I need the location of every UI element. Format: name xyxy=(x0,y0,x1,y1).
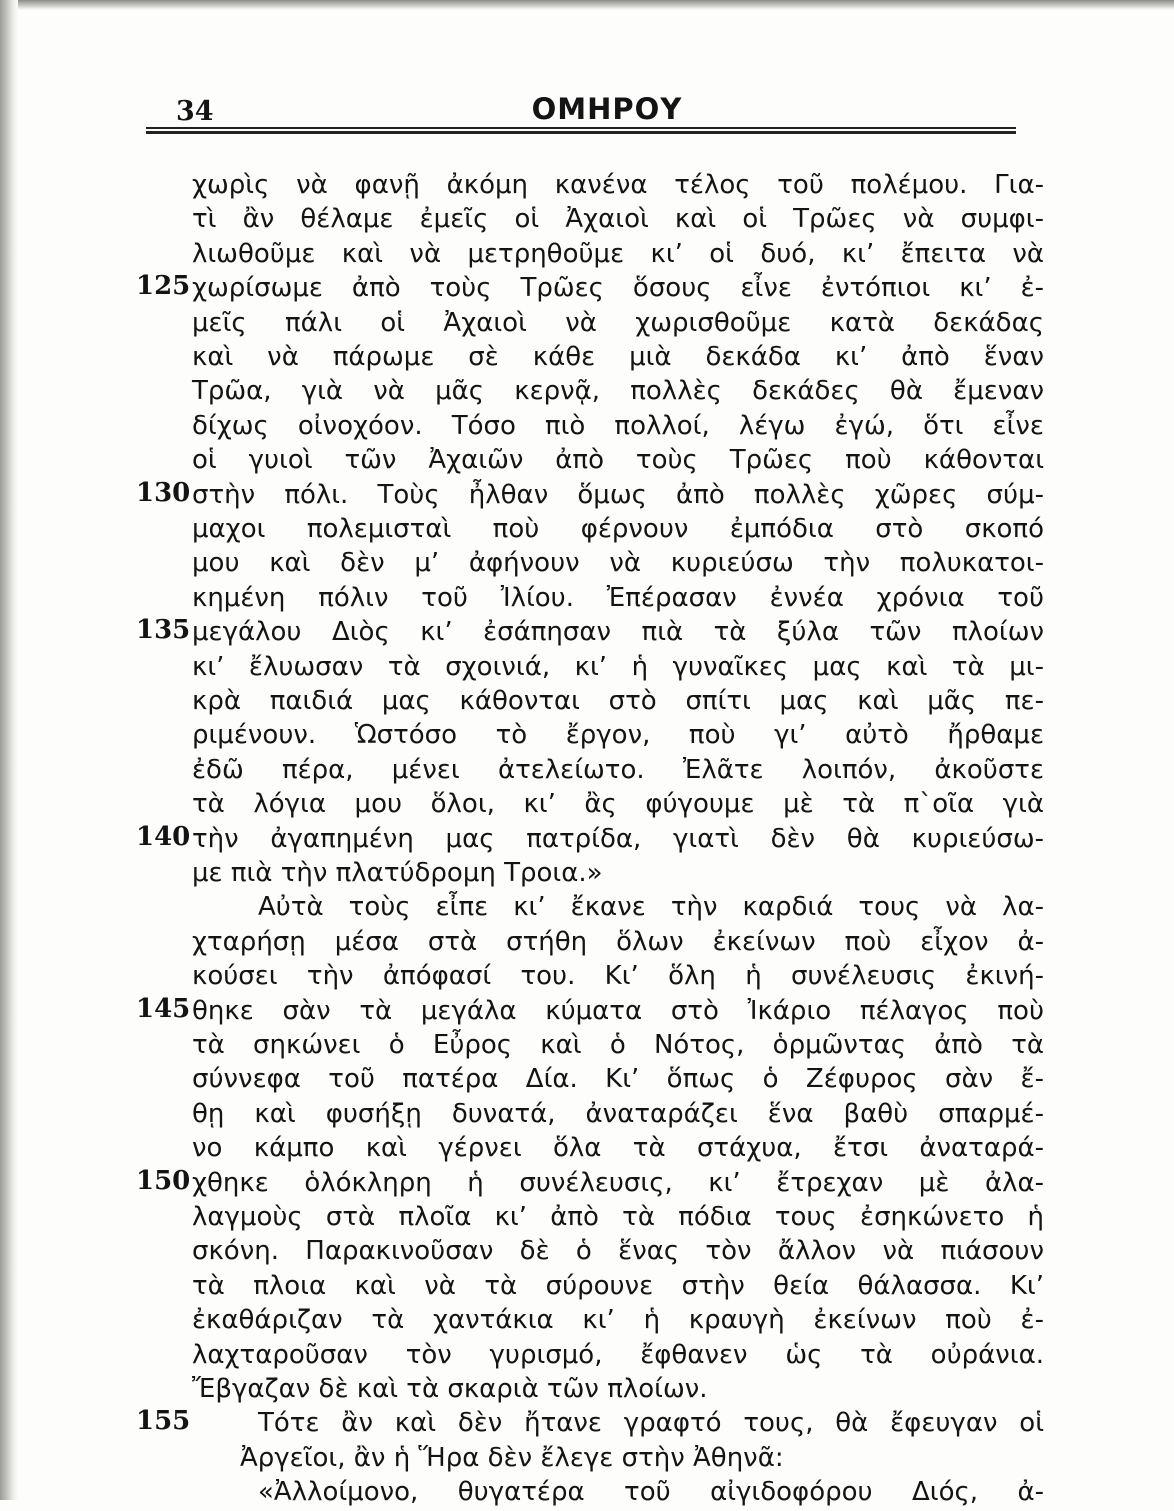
line-text: κούσει τὴν ἀπόφασί του. Κι’ ὅλη ἡ συνέλευσις ἐκινή- xyxy=(192,961,1044,992)
line-text: λαγμοὺς στὰ πλοῖα κι’ ἀπὸ τὰ πόδια τους ἐσηκώνετο ἡ xyxy=(192,1202,1044,1232)
line-text: μεγάλου Διὸς κι’ ἐσάπησαν πιὰ τὰ ξύλα τῶν πλοίων xyxy=(192,617,1044,648)
line-text: χωρὶς νὰ φανῇ ἀκόμη κανένα τέλος τοῦ πολέμου. Για- xyxy=(192,170,1044,200)
line-text: Τρῶα, γιὰ νὰ μᾶς κερνᾷ, πολλὲς δεκάδες θὰ ἔμεναν xyxy=(192,376,1044,407)
line-text: οἱ γυιοὶ τῶν Ἀχαιῶν ἀπὸ τοὺς Τρῶες ποὺ κάθονται xyxy=(192,445,1044,476)
line-text: καὶ νὰ πάρωμε σὲ κάθε μιὰ δεκάδα κι’ ἀπὸ ἕναν xyxy=(192,342,1044,372)
line-number: 130 xyxy=(136,477,191,508)
line-text: ἐκαθάριζαν τὰ χαντάκια κι’ ἡ κραυγὴ ἐκείνων ποὺ ἐ- xyxy=(192,1305,1044,1336)
line-text: λαχταροῦσαν τὸν γυρισμό, ἔφθανεν ὡς τὰ οὐράνια. xyxy=(192,1339,1044,1370)
line-text: τὴν ἀγαπημένη μας πατρίδα, γιατὶ δὲν θὰ κυριεύσω- xyxy=(192,823,1044,854)
line-text: στὴν πόλι. Τοὺς ἦλθαν ὅμως ἀπὸ πολλὲς χῶρες σύμ- xyxy=(192,479,1044,510)
line-text: δίχως οἰνοχόον. Τόσο πιὸ πολλοί, λέγω ἐγώ, ὅτι εἶνε xyxy=(192,410,1044,441)
line-text: σύννεφα τοῦ πατέρα Δία. Κι’ ὅπως ὁ Ζέφυρος σὰν ἔ- xyxy=(192,1064,1044,1095)
line-number: 155 xyxy=(136,1406,191,1437)
line-text: θηκε σὰν τὰ μεγάλα κύματα στὸ Ἰκάριο πέλαγος ποὺ xyxy=(192,995,1044,1026)
line-text: μαχοι πολεμισταὶ ποὺ φέρνουν ἐμπόδια στὸ σκοπό xyxy=(192,514,1044,544)
line-text: κι’ ἔλυωσαν τὰ σχοινιά, κι’ ἡ γυναῖκες μας καὶ τὰ μι- xyxy=(192,651,1044,682)
line-text: χθηκε ὁλόκληρη ἡ συνέλευσις, κι’ ἔτρεχαν μὲ ἀλα- xyxy=(192,1167,1044,1198)
line-number: 145 xyxy=(136,993,191,1024)
line-text: κρὰ παιδιά μας κάθονται στὸ σπίτι μας καὶ μᾶς πε- xyxy=(192,686,1044,716)
line-text: τὰ σηκώνει ὁ Εὖρος καὶ ὁ Νότος, ὁρμῶντας ἀπὸ τὰ xyxy=(192,1030,1044,1060)
line-text: Ἀργεῖοι, ἂν ἡ Ἥρα δὲν ἔλεγε στὴν Ἀθηνᾶ: xyxy=(240,1442,784,1473)
line-text: με πιὰ τὴν πλατύδρομη Τροια.» xyxy=(192,858,603,888)
line-text: Αὐτὰ τοὺς εἶπε κι’ ἔκανε τὴν καρδιά τους νὰ λα- xyxy=(258,892,1044,923)
line-text: Τότε ἂν καὶ δὲν ἤτανε γραφτό τους, θὰ ἔφευγαν οἱ xyxy=(258,1408,1044,1439)
line-text: θῃ καὶ φυσήξῃ δυνατά, ἀναταράζει ἕνα βαθὺ σπαρμέ- xyxy=(192,1098,1044,1129)
line-text: «Ἀλλοίμονο, θυγατέρα τοῦ αἰγιδοφόρου Διός, ἀ- xyxy=(258,1477,1044,1508)
page-edge-shadow-left xyxy=(0,0,18,1500)
line-text: νο κάμπο καὶ γέρνει ὅλα τὰ στάχυα, ἔτσι ἀναταρά- xyxy=(192,1133,1044,1164)
line-text: ἐδῶ πέρα, μένει ἀτελείωτο. Ἐλᾶτε λοιπόν, ἀκοῦστε xyxy=(192,754,1044,785)
line-number: 125 xyxy=(136,271,191,302)
line-text: μεῖς πάλι οἱ Ἀχαιοὶ νὰ χωρισθοῦμε κατὰ δεκάδας xyxy=(192,307,1044,338)
line-text: τὶ ἂν θέλαμε ἐμεῖς οἱ Ἀχαιοὶ καὶ οἱ Τρῶες νὰ συμφι- xyxy=(192,204,1044,235)
page-edge-shadow-top xyxy=(0,0,1174,10)
line-text: χωρίσωμε ἀπὸ τοὺς Τρῶες ὅσους εἶνε ἐντόπιοι κι’ ἐ- xyxy=(192,273,1044,304)
line-text: ριμένουν. Ὡστόσο τὸ ἔργον, ποὺ γι’ αὐτὸ ἤρθαμε xyxy=(192,720,1044,751)
line-text: κημένη πόλιν τοῦ Ἰλίου. Ἐπέρασαν ἐννέα χρόνια τοῦ xyxy=(192,582,1044,613)
running-title: ΟΜΗΡΟΥ xyxy=(531,92,683,126)
line-text: μου καὶ δὲν μ’ ἀφήνουν νὰ κυριεύσω τὴν πολυκατοι- xyxy=(192,548,1044,579)
line-number: 140 xyxy=(136,821,191,852)
line-text: χταρήσῃ μέσα στὰ στήθη ὅλων ἐκείνων ποὺ εἶχον ἀ- xyxy=(192,926,1044,957)
line-text: λιωθοῦμε καὶ νὰ μετρηθοῦμε κι’ οἱ δυό, κι’ ἔπειτα νὰ xyxy=(192,238,1044,269)
line-text: τὰ λόγια μου ὅλοι, κι’ ἂς φύγουμε μὲ τὰ π`οῖα γιὰ xyxy=(192,789,1044,820)
page-number: 34 xyxy=(176,96,214,127)
header-rule xyxy=(146,127,1016,134)
line-text: τὰ πλοια καὶ νὰ τὰ σύρουνε στὴν θεία θάλασσα. Κι’ xyxy=(192,1270,1044,1301)
line-number: 135 xyxy=(136,615,191,646)
line-number: 150 xyxy=(136,1165,191,1196)
line-text: Ἔβγαζαν δὲ καὶ τὰ σκαριὰ τῶν πλοίων. xyxy=(192,1374,708,1404)
line-text: σκόνη. Παρακινοῦσαν δὲ ὁ ἕνας τὸν ἄλλον νὰ πιάσουν xyxy=(192,1236,1044,1267)
